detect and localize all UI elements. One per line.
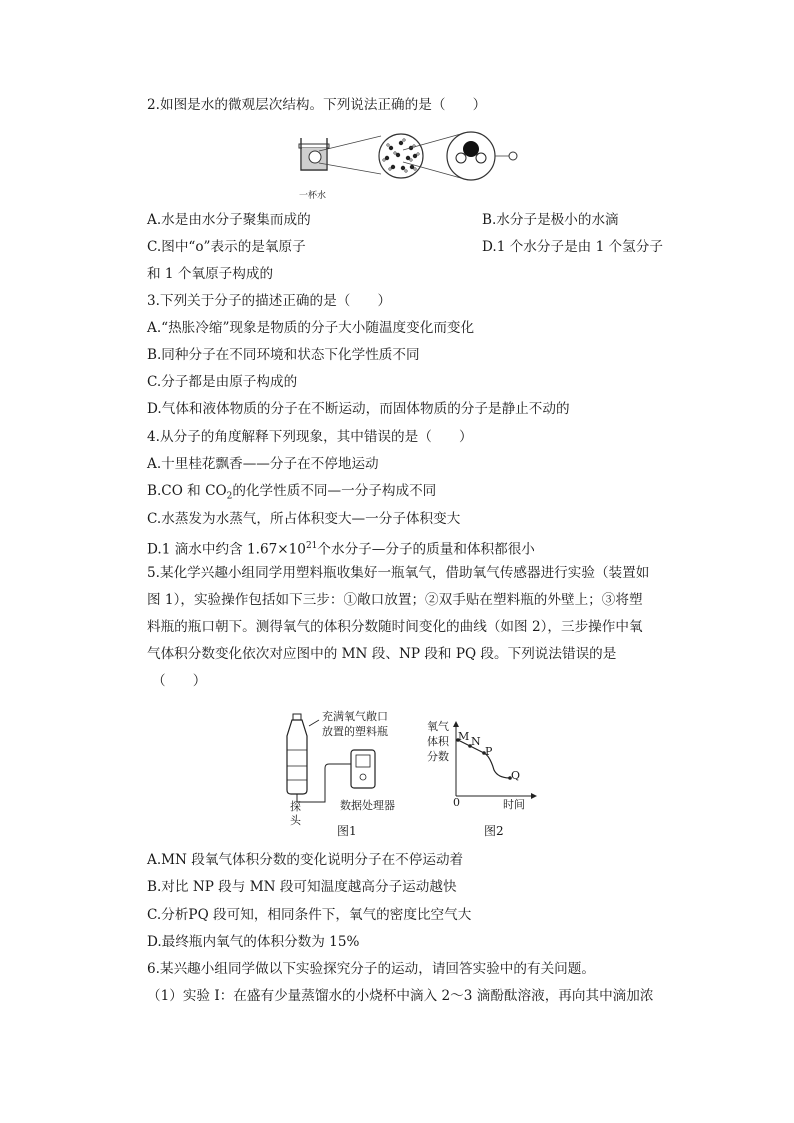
atom-icon: [509, 152, 517, 160]
point-m-label: M: [458, 730, 470, 743]
point-p-label: P: [485, 745, 493, 758]
q5-stem-line-4: 气体积分数变化依次对应图中的 MN 段、NP 段和 PQ 段。下列说法错误的是: [147, 646, 617, 662]
q2-option-b: B.水分子是极小的水滴: [482, 212, 619, 228]
q3-option-d: D.气体和液体物质的分子在不断运动，而固体物质的分子是静止不动的: [147, 401, 570, 417]
q4-option-d-pre: D.1 滴水中约含 1.67×10: [147, 541, 306, 558]
q4-option-d-sup: 21: [305, 541, 318, 551]
q4-option-b-post: 的化学性质不同—一分子构成不同: [232, 483, 437, 499]
q2-stem: 2.如图是水的微观层次结构。下列说法正确的是（ ）: [147, 97, 487, 113]
oxygen-curve: [458, 740, 510, 778]
q4-stem: 4.从分子的角度解释下列现象，其中错误的是（ ）: [147, 429, 473, 445]
q3-option-a: A.“热胀冷缩”现象是物质的分子大小随温度变化而变化: [147, 320, 475, 336]
water-molecule-icon: [447, 132, 495, 180]
figure-1-caption: 图1: [337, 824, 357, 838]
q5-option-a: A.MN 段氧气体积分数的变化说明分子在不停运动着: [147, 852, 464, 868]
q2-option-c: C.图中“o”表示的是氧原子: [147, 239, 306, 255]
q5-option-d: D.最终瓶内氧气的体积分数为 15%: [147, 934, 360, 950]
q5-stem-line-5: （ ）: [152, 673, 207, 689]
q5-option-b: B.对比 NP 段与 MN 段可知温度越高分子运动越快: [147, 879, 457, 895]
q2-option-d-continued: 和 1 个氧原子构成的: [147, 266, 274, 282]
beaker-icon: [299, 138, 329, 170]
plastic-bottle-icon: [287, 714, 307, 794]
bottle-label-line-1: 充满氧气敞口: [322, 710, 388, 723]
molecule-cluster-icon: [379, 134, 423, 178]
q5-option-c: C.分析PQ 段可知，相同条件下，氧气的密度比空气大: [147, 907, 472, 923]
q4-option-b: [147, 482, 436, 506]
q2-option-d: D.1 个水分子是由 1 个氢分子: [482, 239, 663, 255]
probe-label-line-1: 探: [290, 800, 301, 813]
point-n-label: N: [471, 735, 481, 748]
figure-2-caption: 图2: [484, 824, 504, 838]
beaker-label: 一杯水: [299, 191, 327, 201]
x-label: 时间: [503, 798, 525, 811]
q5-stem-line-1: 5.某化学兴趣小组同学用塑料瓶收集好一瓶氧气，借助氧气传感器进行实验（装置如: [147, 565, 650, 581]
processor-label: 数据处理器: [340, 799, 395, 812]
data-processor-icon: [351, 750, 375, 788]
y-label-line-2: 体积: [427, 735, 449, 748]
q4-option-d: [147, 537, 535, 559]
q6-stem: 6.某兴趣小组同学做以下实验探究分子的运动，请回答实验中的有关问题。: [147, 961, 595, 977]
q5-stem-line-3: 料瓶的瓶口朝下。测得氧气的体积分数随时间变化的曲线（如图 2），三步操作中氧: [147, 619, 643, 635]
bottle-label-line-2: 放置的塑料瓶: [322, 725, 388, 738]
q4-option-b-pre: B.CO 和 CO: [147, 483, 227, 499]
q3-option-b: B.同种分子在不同环境和状态下化学性质不同: [147, 347, 420, 363]
origin-label: 0: [453, 796, 460, 809]
q4-option-b-sub: 2: [226, 491, 233, 502]
q6-part-1: （1）实验 I：在盛有少量蒸馏水的小烧杯中滴入 2～3 滴酚酞溶液，再向其中滴加浓: [147, 988, 654, 1004]
q4-option-c: C.水蒸发为水蒸气，所占体积变大—一分子体积变大: [147, 511, 461, 527]
water-structure-figure: [295, 124, 525, 196]
probe-label-line-2: 头: [290, 814, 301, 827]
y-label-line-1: 氧气: [427, 720, 449, 733]
q3-option-c: C.分子都是由原子构成的: [147, 374, 298, 390]
q2-option-a: A.水是由水分子聚集而成的: [147, 212, 311, 228]
y-label-line-3: 分数: [427, 750, 449, 763]
point-q-label: Q: [511, 769, 521, 782]
q4-option-a: A.十里桂花飘香——分子在不停地运动: [147, 456, 379, 472]
q3-stem: 3.下列关于分子的描述正确的是（ ）: [147, 293, 392, 309]
q4-option-d-post: 个水分子—分子的质量和体积都很小: [317, 541, 535, 558]
q5-stem-line-2: 图 1），实验操作包括如下三步：①敞口放置；②双手贴在塑料瓶的外壁上；③将塑: [147, 592, 643, 608]
